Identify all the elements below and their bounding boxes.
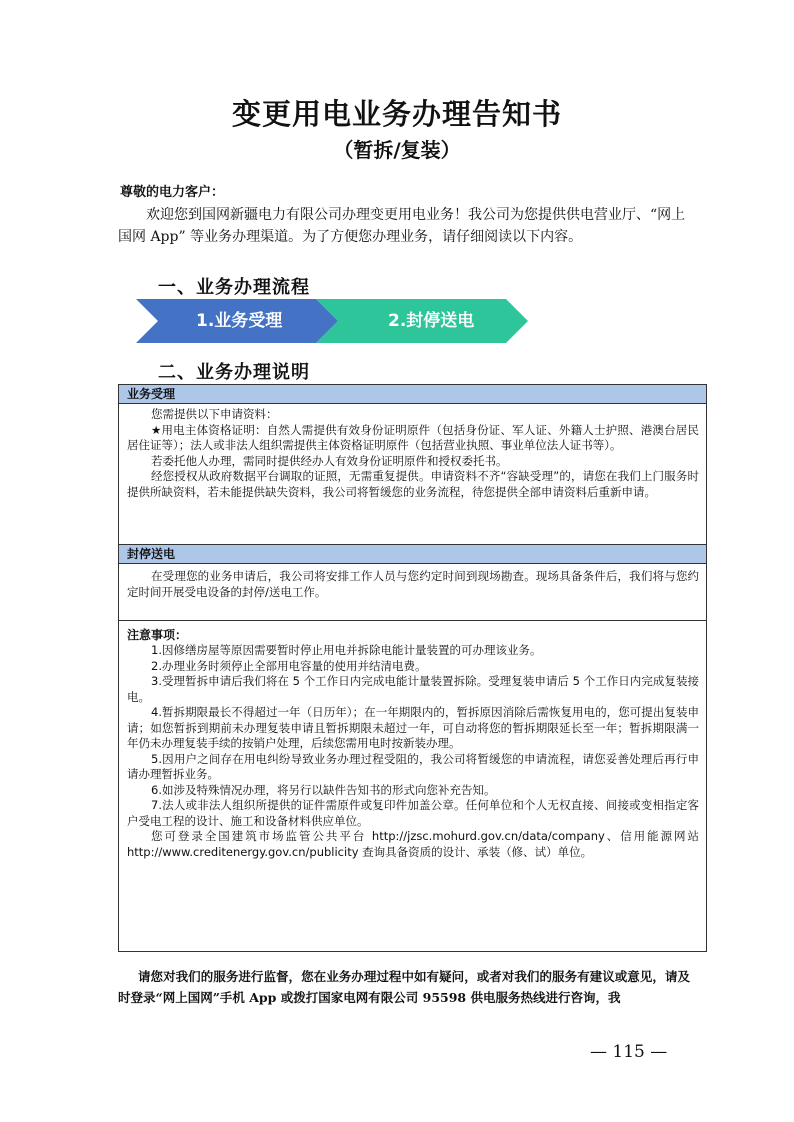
row-divider <box>119 620 706 621</box>
note-item: 1.因修缮房屋等原因需要暂时停止用电并拆除电能计量装置的可办理该业务。 <box>151 643 542 657</box>
section-heading-process: 一、业务办理流程 <box>158 277 310 298</box>
document-subtitle: （暂拆/复装） <box>333 138 461 162</box>
flow-step2-label: 2.封停送电 <box>388 311 475 331</box>
acceptance-header: 业务受理 <box>119 385 706 404</box>
supervision-notice: 请您对我们的服务进行监督，您在业务办理过程中如有疑问，或者对我们的服务有建议或意见，请及时登录“网上国网”手机 App 或拨打国家电网有限公司 95598 供电服务热线进行咨询，我 <box>118 969 690 1005</box>
acceptance-content <box>127 407 699 500</box>
acceptance-para-2: ★用电主体资格证明：自然人需提供有效身份证明原件（包括身份证、军人证、外籍人士护照、港澳台居民居住证等）；法人或非法人组织需提供主体资格证明原件（包括营业执照、事业单位法人证书等）。 <box>127 422 699 452</box>
acceptance-para-3: 若委托他人办理，需同时提供经办人有效身份证明原件和授权委托书。 <box>151 453 508 468</box>
notes-header: 注意事项： <box>127 628 188 642</box>
instructions-table <box>118 384 707 952</box>
power-para-1: 在受理您的业务申请后，我公司将安排工作人员与您约定时间到现场勘查。现场具备条件后，我们将与您约定时间开展受电设备的封停/送电工作。 <box>127 569 699 599</box>
page-number: — 115 — <box>590 1042 668 1062</box>
flow-step1-label: 1.业务受理 <box>196 311 283 331</box>
power-header: 封停送电 <box>119 545 706 564</box>
section-heading-instructions: 二、业务办理说明 <box>158 362 310 383</box>
power-content <box>127 569 699 600</box>
acceptance-para-4: 经您授权从政府数据平台调取的证照，无需重复提供。申请资料不齐“容缺受理”的，请您在我们上门服务时提供所缺资料，若未能提供缺失资料，我公司将暂缓您的业务流程，待您提供全部申请资料后重新申请。 <box>127 469 699 499</box>
note-item: 5.因用户之间存在用电纠纷导致业务办理过程受阻的，我公司将暂缓您的申请流程，请您妥善处理后再行申请办理暂拆业务。 <box>127 751 699 781</box>
process-flow <box>136 299 536 343</box>
note-item: 3.受理暂拆申请后我们将在 5 个工作日内完成电能计量装置拆除。受理复装申请后 5 个工作日内完成复装接电。 <box>127 674 699 704</box>
note-item: 4.暂拆期限最长不得超过一年（日历年）；在一年期限内的，暂拆原因消除后需恢复用电的，您可提出复装申请；如您暂拆到期前未办理复装申请且暂拆期限未超过一年，可自动将您的暂拆期限延长至一年；暂拆期限满一年仍未办理复装手续的按销户处理，后续您需用电时按新装办理。 <box>127 705 699 750</box>
note-item: 7.法人或非法人组织所提供的证件需原件或复印件加盖公章。任何单位和个人无权直接、间接或变相指定客户受电工程的设计、施工和设备材料供应单位。 <box>127 798 699 828</box>
note-item: 2.办理业务时须停止全部用电容量的使用并结清电费。 <box>151 658 427 673</box>
note-item: 6.如涉及特殊情况办理，将另行以缺件告知书的形式向您补充告知。 <box>151 782 496 797</box>
greeting: 尊敬的电力客户： <box>120 185 225 200</box>
note-item: 您可登录全国建筑市场监管公共平台 http://jzsc.mohurd.gov.cn/data/company、信用能源网站 http://www.creditenergy.gov.cn/publicity 查询具备资质的设计、承装（修、试）单位。 <box>127 829 699 859</box>
document-title: 变更用电业务办理告知书 <box>231 97 562 131</box>
notes-content <box>127 643 699 860</box>
intro-paragraph: 欢迎您到国网新疆电力有限公司办理变更用电业务！我公司为您提供供电营业厅、“网上国网 App” 等业务办理渠道。为了方便您办理业务，请仔细阅读以下内容。 <box>118 207 686 245</box>
acceptance-para-1: 您需提供以下申请资料： <box>151 407 278 421</box>
